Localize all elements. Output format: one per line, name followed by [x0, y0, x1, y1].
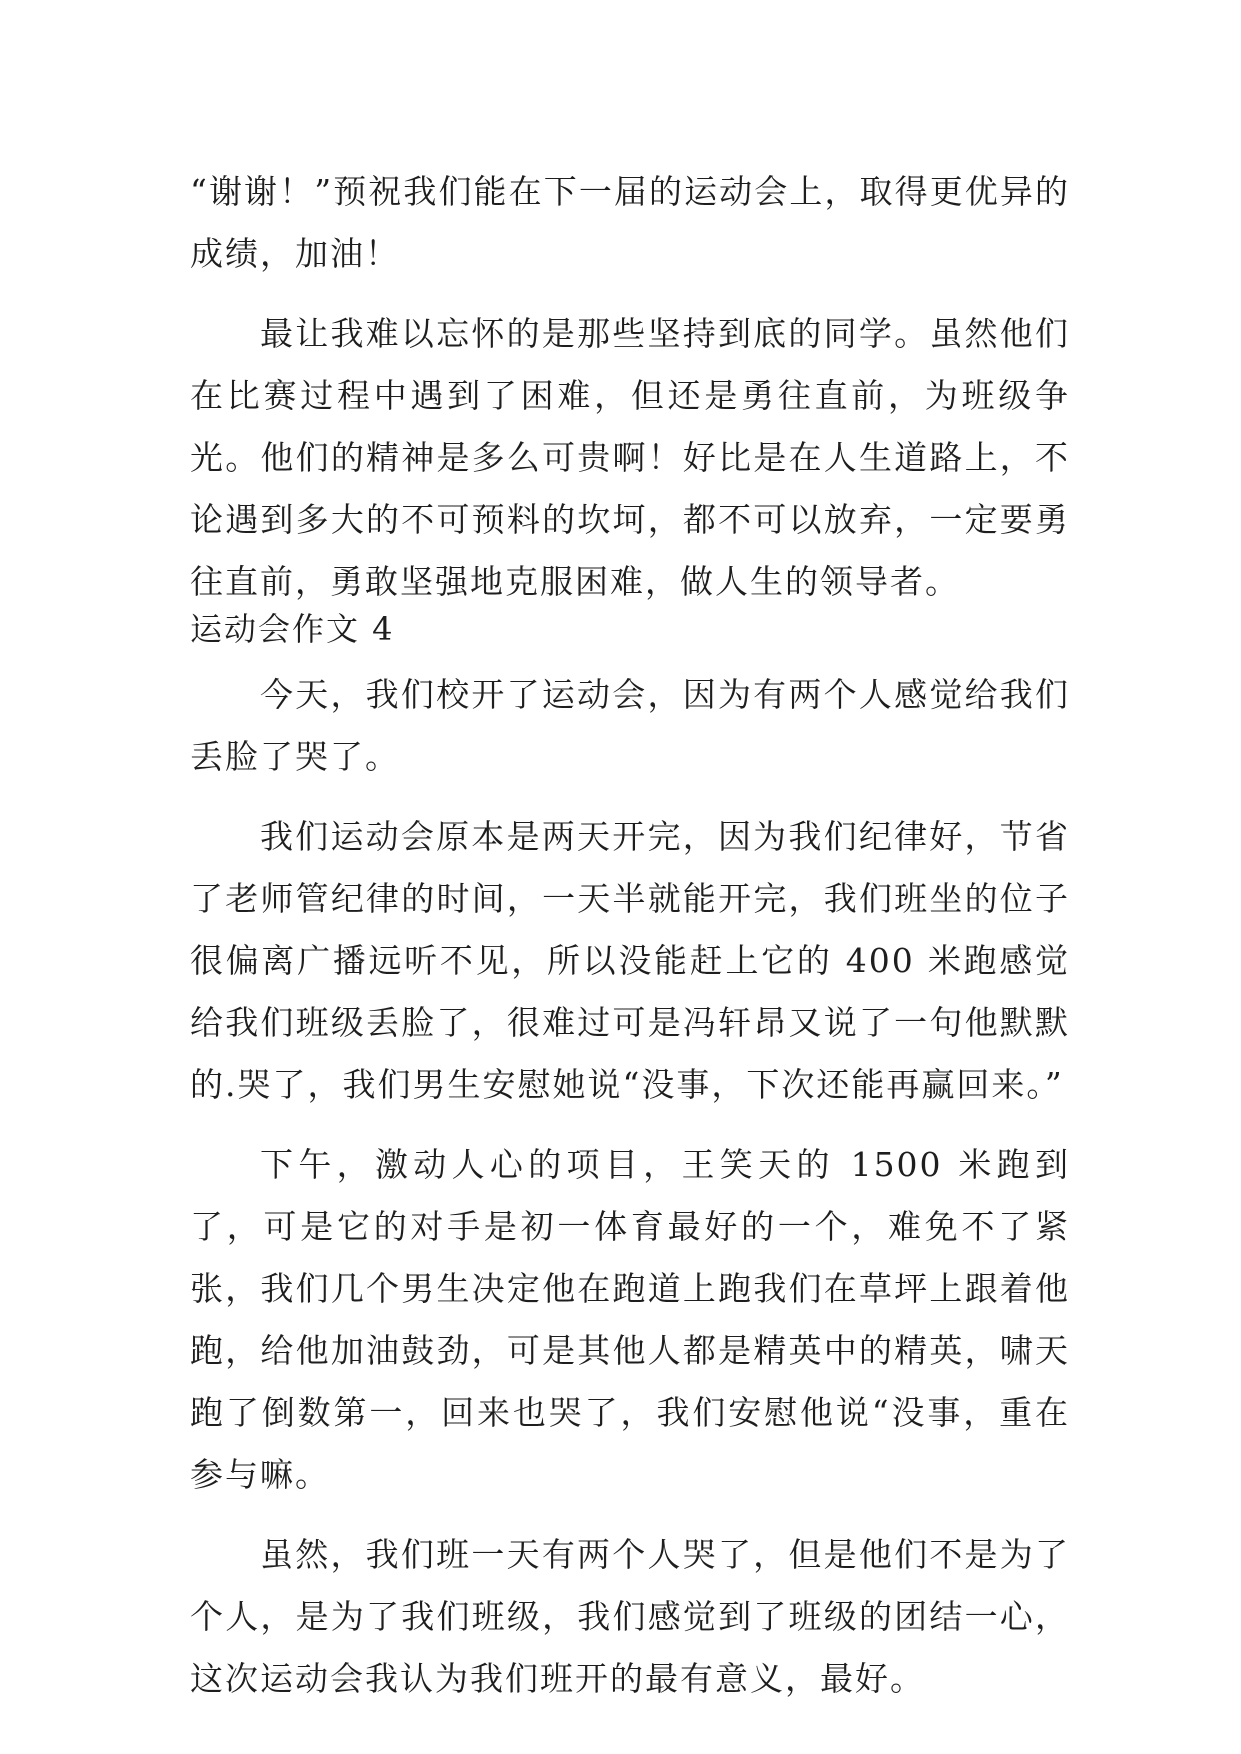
- paragraph: 今天，我们校开了运动会，因为有两个人感觉给我们丢脸了哭了。: [190, 675, 1070, 776]
- previous-section-continuation: [190, 161, 1070, 613]
- paragraph: 我们运动会原本是两天开完，因为我们纪律好，节省了老师管纪律的时间，一天半就能开完，我们班坐的位子很偏离广播远听不见，所以没能赶上它的 400 米跑感觉给我们班级丢脸了，很难过可是冯轩昂又说了一句他默默的.哭了，我们男生安慰她说“没事，下次还能再赢回来。”: [190, 817, 1070, 1104]
- paragraph: 下午，激动人心的项目，王笑天的 1500 米跑到了，可是它的对手是初一体育最好的一个，难免不了紧张，我们几个男生决定他在跑道上跑我们在草坪上跟着他跑，给他加油鼓劲，可是其他人都是精英中的精英，啸天跑了倒数第一，回来也哭了，我们安慰他说“没事，重在参与嘛。: [190, 1145, 1070, 1494]
- essay-section-4: [190, 598, 1070, 1710]
- paragraph: 最让我难以忘怀的是那些坚持到底的同学。虽然他们在比赛过程中遇到了困难，但还是勇往直前，为班级争光。他们的精神是多么可贵啊！好比是在人生道路上，不论遇到多大的不可预料的坎坷，都不可以放弃，一定要勇往直前，勇敢坚强地克服困难，做人生的领导者。: [190, 314, 1070, 601]
- paragraph: “谢谢！”预祝我们能在下一届的运动会上，取得更优异的成绩，加油！: [190, 172, 1070, 273]
- paragraph: 虽然，我们班一天有两个人哭了，但是他们不是为了个人，是为了我们班级，我们感觉到了班级的团结一心，这次运动会我认为我们班开的最有意义，最好。: [190, 1535, 1070, 1698]
- section-heading: 运动会作文 4: [190, 610, 395, 648]
